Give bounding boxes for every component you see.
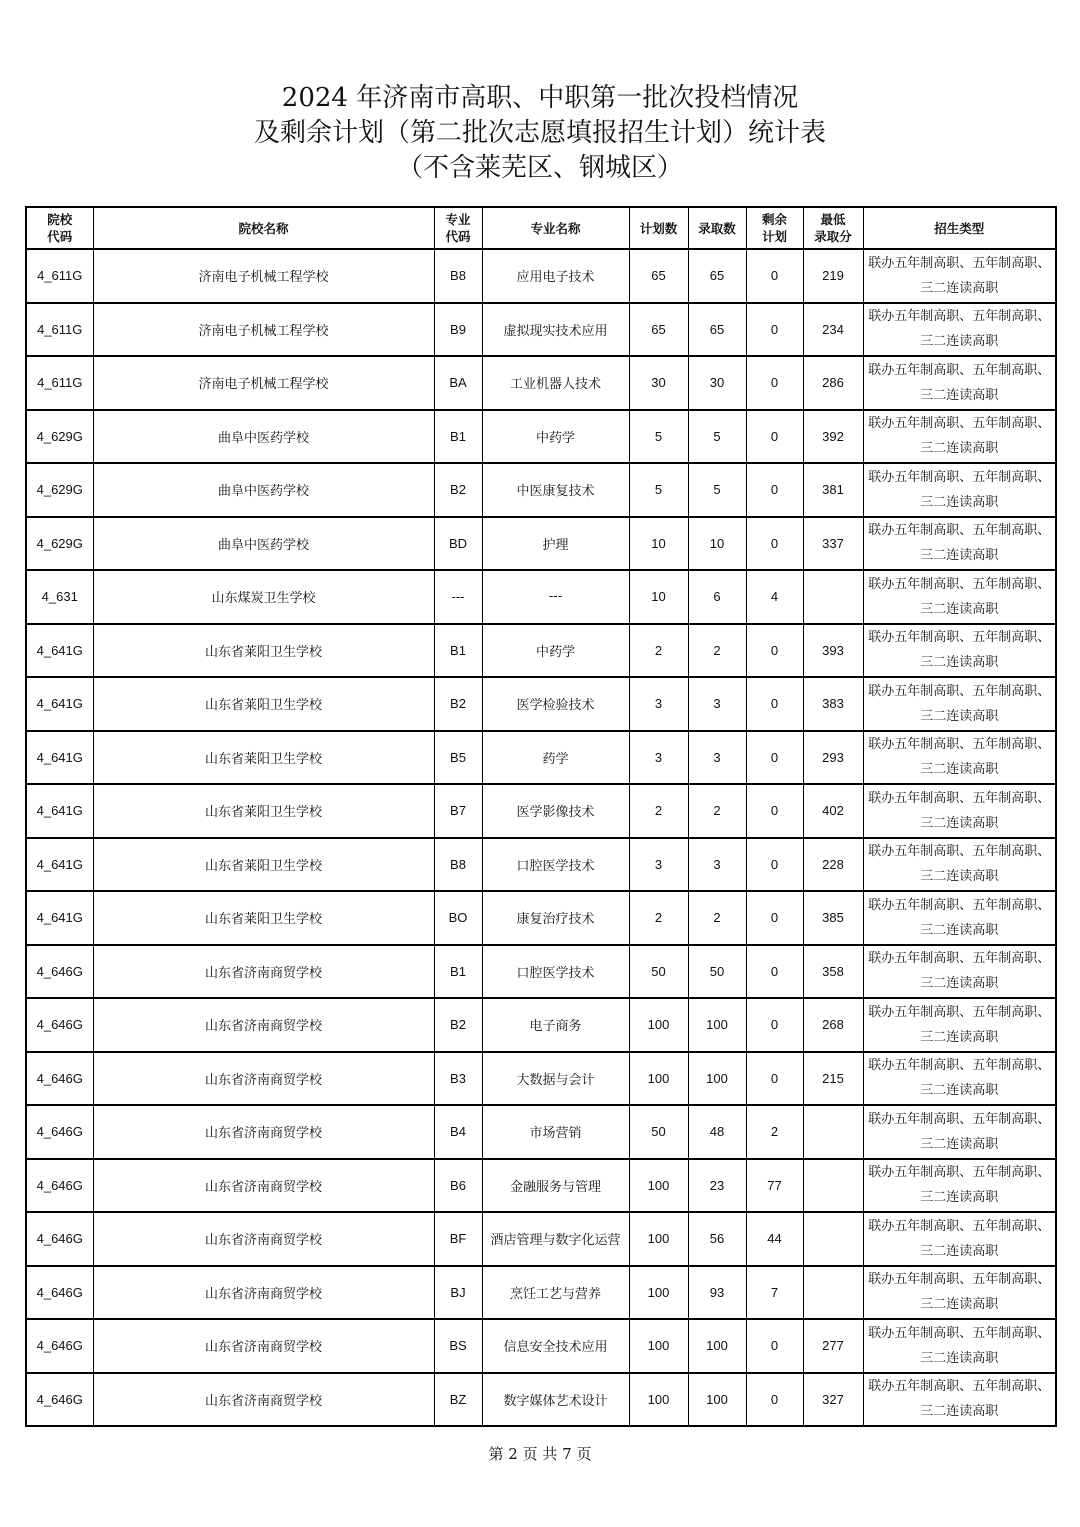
header-school-name: 院校名称 bbox=[93, 207, 434, 249]
table-row bbox=[26, 998, 1056, 1052]
cell-type: 联办五年制高职、五年制高职、 三二连读高职 bbox=[863, 624, 1056, 678]
cell-min-score: 219 bbox=[803, 249, 863, 303]
table-row bbox=[26, 624, 1056, 678]
cell-school-name: 山东省莱阳卫生学校 bbox=[93, 891, 434, 945]
cell-min-score bbox=[803, 1159, 863, 1213]
cell-min-score: 215 bbox=[803, 1052, 863, 1106]
header-min-score: 最低 录取分 bbox=[803, 207, 863, 249]
cell-admitted: 100 bbox=[688, 998, 746, 1052]
cell-remaining: 4 bbox=[746, 570, 803, 624]
cell-type: 联办五年制高职、五年制高职、 三二连读高职 bbox=[863, 1373, 1056, 1427]
cell-school-name: 山东省莱阳卫生学校 bbox=[93, 677, 434, 731]
cell-plan: 65 bbox=[629, 249, 688, 303]
cell-school-code: 4_646G bbox=[26, 1212, 93, 1266]
table-row bbox=[26, 945, 1056, 999]
cell-school-code: 4_646G bbox=[26, 1266, 93, 1320]
cell-school-code: 4_641G bbox=[26, 731, 93, 785]
title-line-2: 及剩余计划（第二批次志愿填报招生计划）统计表 bbox=[253, 118, 826, 148]
cell-min-score bbox=[803, 1266, 863, 1320]
cell-admitted: 65 bbox=[688, 303, 746, 357]
table-row bbox=[26, 303, 1056, 357]
header-plan: 计划数 bbox=[629, 207, 688, 249]
table-row bbox=[26, 1373, 1056, 1427]
cell-remaining: 44 bbox=[746, 1212, 803, 1266]
cell-plan: 10 bbox=[629, 570, 688, 624]
cell-school-name: 山东省济南商贸学校 bbox=[93, 1105, 434, 1159]
cell-school-name: 山东煤炭卫生学校 bbox=[93, 570, 434, 624]
cell-major-name: 口腔医学技术 bbox=[482, 945, 629, 999]
cell-major-name: 应用电子技术 bbox=[482, 249, 629, 303]
cell-major-code: BZ bbox=[434, 1373, 482, 1427]
cell-type: 联办五年制高职、五年制高职、 三二连读高职 bbox=[863, 1052, 1056, 1106]
cell-major-name: 市场营销 bbox=[482, 1105, 629, 1159]
cell-type: 联办五年制高职、五年制高职、 三二连读高职 bbox=[863, 1266, 1056, 1320]
table-row bbox=[26, 784, 1056, 838]
cell-remaining: 0 bbox=[746, 517, 803, 571]
cell-min-score: 393 bbox=[803, 624, 863, 678]
cell-school-name: 山东省济南商贸学校 bbox=[93, 998, 434, 1052]
admission-table bbox=[25, 206, 1057, 1427]
cell-major-code: BO bbox=[434, 891, 482, 945]
cell-major-code: B5 bbox=[434, 731, 482, 785]
cell-school-name: 山东省莱阳卫生学校 bbox=[93, 624, 434, 678]
table-row bbox=[26, 410, 1056, 464]
cell-major-code: BD bbox=[434, 517, 482, 571]
cell-admitted: 48 bbox=[688, 1105, 746, 1159]
cell-admitted: 3 bbox=[688, 838, 746, 892]
cell-school-code: 4_641G bbox=[26, 624, 93, 678]
cell-admitted: 5 bbox=[688, 410, 746, 464]
cell-major-name: 烹饪工艺与营养 bbox=[482, 1266, 629, 1320]
cell-plan: 3 bbox=[629, 677, 688, 731]
cell-remaining: 0 bbox=[746, 410, 803, 464]
cell-remaining: 0 bbox=[746, 784, 803, 838]
cell-type: 联办五年制高职、五年制高职、 三二连读高职 bbox=[863, 303, 1056, 357]
cell-type: 联办五年制高职、五年制高职、 三二连读高职 bbox=[863, 517, 1056, 571]
cell-min-score: 383 bbox=[803, 677, 863, 731]
cell-admitted: 50 bbox=[688, 945, 746, 999]
cell-admitted: 56 bbox=[688, 1212, 746, 1266]
cell-admitted: 30 bbox=[688, 356, 746, 410]
cell-plan: 100 bbox=[629, 1373, 688, 1427]
cell-remaining: 0 bbox=[746, 249, 803, 303]
table-row bbox=[26, 891, 1056, 945]
cell-school-code: 4_641G bbox=[26, 891, 93, 945]
title-line-1: 2024 年济南市高职、中职第一批次投档情况 bbox=[281, 83, 799, 113]
cell-school-code: 4_611G bbox=[26, 249, 93, 303]
cell-major-name: 金融服务与管理 bbox=[482, 1159, 629, 1213]
cell-school-code: 4_646G bbox=[26, 1373, 93, 1427]
table-row bbox=[26, 356, 1056, 410]
cell-major-code: BJ bbox=[434, 1266, 482, 1320]
cell-major-name: 口腔医学技术 bbox=[482, 838, 629, 892]
cell-school-name: 曲阜中医药学校 bbox=[93, 517, 434, 571]
cell-major-code: B2 bbox=[434, 677, 482, 731]
cell-school-name: 山东省莱阳卫生学校 bbox=[93, 731, 434, 785]
cell-admitted: 100 bbox=[688, 1052, 746, 1106]
cell-remaining: 0 bbox=[746, 1052, 803, 1106]
cell-remaining: 0 bbox=[746, 891, 803, 945]
cell-school-code: 4_646G bbox=[26, 1159, 93, 1213]
cell-type: 联办五年制高职、五年制高职、 三二连读高职 bbox=[863, 570, 1056, 624]
cell-min-score: 228 bbox=[803, 838, 863, 892]
cell-plan: 50 bbox=[629, 945, 688, 999]
cell-major-name: 数字媒体艺术设计 bbox=[482, 1373, 629, 1427]
table-row bbox=[26, 1319, 1056, 1373]
cell-type: 联办五年制高职、五年制高职、 三二连读高职 bbox=[863, 731, 1056, 785]
cell-plan: 10 bbox=[629, 517, 688, 571]
cell-major-name: 信息安全技术应用 bbox=[482, 1319, 629, 1373]
table-row bbox=[26, 249, 1056, 303]
table-row bbox=[26, 677, 1056, 731]
cell-major-code: B4 bbox=[434, 1105, 482, 1159]
cell-admitted: 5 bbox=[688, 463, 746, 517]
cell-remaining: 0 bbox=[746, 945, 803, 999]
cell-major-name: --- bbox=[482, 570, 629, 624]
cell-remaining: 2 bbox=[746, 1105, 803, 1159]
cell-major-code: --- bbox=[434, 570, 482, 624]
cell-major-code: B6 bbox=[434, 1159, 482, 1213]
page-footer: 第 2 页 共 7 页 bbox=[488, 1445, 592, 1463]
cell-admitted: 3 bbox=[688, 731, 746, 785]
cell-type: 联办五年制高职、五年制高职、 三二连读高职 bbox=[863, 838, 1056, 892]
cell-remaining: 0 bbox=[746, 463, 803, 517]
table-row bbox=[26, 731, 1056, 785]
cell-min-score: 286 bbox=[803, 356, 863, 410]
cell-school-name: 山东省济南商贸学校 bbox=[93, 1159, 434, 1213]
cell-major-name: 酒店管理与数字化运营 bbox=[482, 1212, 629, 1266]
table-row bbox=[26, 1052, 1056, 1106]
cell-major-name: 医学影像技术 bbox=[482, 784, 629, 838]
header-school-code: 院校 代码 bbox=[26, 207, 93, 249]
cell-admitted: 93 bbox=[688, 1266, 746, 1320]
cell-plan: 100 bbox=[629, 1159, 688, 1213]
cell-school-code: 4_611G bbox=[26, 356, 93, 410]
cell-admitted: 100 bbox=[688, 1373, 746, 1427]
header-remaining: 剩余 计划 bbox=[746, 207, 803, 249]
cell-school-code: 4_646G bbox=[26, 1052, 93, 1106]
cell-major-code: B3 bbox=[434, 1052, 482, 1106]
cell-plan: 100 bbox=[629, 1319, 688, 1373]
cell-school-code: 4_646G bbox=[26, 998, 93, 1052]
cell-min-score: 268 bbox=[803, 998, 863, 1052]
cell-min-score: 381 bbox=[803, 463, 863, 517]
cell-admitted: 6 bbox=[688, 570, 746, 624]
cell-school-name: 山东省济南商贸学校 bbox=[93, 1373, 434, 1427]
cell-school-name: 曲阜中医药学校 bbox=[93, 410, 434, 464]
table-row bbox=[26, 570, 1056, 624]
cell-school-name: 山东省莱阳卫生学校 bbox=[93, 784, 434, 838]
cell-school-name: 曲阜中医药学校 bbox=[93, 463, 434, 517]
table-row bbox=[26, 1266, 1056, 1320]
cell-major-code: B8 bbox=[434, 249, 482, 303]
cell-plan: 100 bbox=[629, 1212, 688, 1266]
cell-school-code: 4_611G bbox=[26, 303, 93, 357]
cell-major-code: B2 bbox=[434, 463, 482, 517]
cell-school-name: 济南电子机械工程学校 bbox=[93, 303, 434, 357]
cell-plan: 100 bbox=[629, 998, 688, 1052]
cell-school-name: 山东省济南商贸学校 bbox=[93, 1319, 434, 1373]
table-row bbox=[26, 1105, 1056, 1159]
cell-min-score bbox=[803, 570, 863, 624]
cell-major-name: 中药学 bbox=[482, 624, 629, 678]
cell-type: 联办五年制高职、五年制高职、 三二连读高职 bbox=[863, 1105, 1056, 1159]
cell-school-code: 4_629G bbox=[26, 410, 93, 464]
cell-admitted: 65 bbox=[688, 249, 746, 303]
cell-plan: 65 bbox=[629, 303, 688, 357]
cell-school-name: 山东省济南商贸学校 bbox=[93, 1212, 434, 1266]
cell-type: 联办五年制高职、五年制高职、 三二连读高职 bbox=[863, 1159, 1056, 1213]
cell-plan: 30 bbox=[629, 356, 688, 410]
cell-major-name: 护理 bbox=[482, 517, 629, 571]
cell-remaining: 0 bbox=[746, 624, 803, 678]
cell-min-score bbox=[803, 1212, 863, 1266]
cell-plan: 2 bbox=[629, 784, 688, 838]
cell-remaining: 77 bbox=[746, 1159, 803, 1213]
cell-plan: 3 bbox=[629, 731, 688, 785]
cell-type: 联办五年制高职、五年制高职、 三二连读高职 bbox=[863, 1319, 1056, 1373]
cell-major-name: 药学 bbox=[482, 731, 629, 785]
title-line-3: （不含莱芜区、钢城区） bbox=[396, 153, 683, 183]
cell-remaining: 0 bbox=[746, 677, 803, 731]
cell-admitted: 2 bbox=[688, 624, 746, 678]
cell-major-name: 工业机器人技术 bbox=[482, 356, 629, 410]
cell-min-score: 277 bbox=[803, 1319, 863, 1373]
cell-school-code: 4_629G bbox=[26, 463, 93, 517]
cell-school-code: 4_641G bbox=[26, 784, 93, 838]
cell-major-name: 康复治疗技术 bbox=[482, 891, 629, 945]
cell-remaining: 0 bbox=[746, 998, 803, 1052]
cell-min-score: 358 bbox=[803, 945, 863, 999]
header-admitted: 录取数 bbox=[688, 207, 746, 249]
cell-major-name: 电子商务 bbox=[482, 998, 629, 1052]
cell-remaining: 0 bbox=[746, 356, 803, 410]
cell-plan: 2 bbox=[629, 891, 688, 945]
table-row bbox=[26, 838, 1056, 892]
cell-min-score: 402 bbox=[803, 784, 863, 838]
cell-school-name: 山东省莱阳卫生学校 bbox=[93, 838, 434, 892]
cell-remaining: 0 bbox=[746, 838, 803, 892]
cell-type: 联办五年制高职、五年制高职、 三二连读高职 bbox=[863, 784, 1056, 838]
cell-school-name: 山东省济南商贸学校 bbox=[93, 945, 434, 999]
header-major-name: 专业名称 bbox=[482, 207, 629, 249]
table-row bbox=[26, 463, 1056, 517]
cell-plan: 100 bbox=[629, 1052, 688, 1106]
table-body bbox=[26, 249, 1056, 1426]
cell-min-score bbox=[803, 1105, 863, 1159]
cell-min-score: 337 bbox=[803, 517, 863, 571]
cell-type: 联办五年制高职、五年制高职、 三二连读高职 bbox=[863, 891, 1056, 945]
cell-plan: 2 bbox=[629, 624, 688, 678]
cell-min-score: 293 bbox=[803, 731, 863, 785]
cell-school-name: 山东省济南商贸学校 bbox=[93, 1266, 434, 1320]
cell-major-code: BF bbox=[434, 1212, 482, 1266]
cell-admitted: 100 bbox=[688, 1319, 746, 1373]
cell-major-code: BA bbox=[434, 356, 482, 410]
cell-plan: 5 bbox=[629, 410, 688, 464]
cell-major-name: 中医康复技术 bbox=[482, 463, 629, 517]
cell-school-code: 4_646G bbox=[26, 1319, 93, 1373]
table-row bbox=[26, 1159, 1056, 1213]
cell-admitted: 23 bbox=[688, 1159, 746, 1213]
cell-major-code: B8 bbox=[434, 838, 482, 892]
cell-school-code: 4_641G bbox=[26, 838, 93, 892]
cell-min-score: 327 bbox=[803, 1373, 863, 1427]
cell-school-name: 济南电子机械工程学校 bbox=[93, 356, 434, 410]
cell-major-code: B7 bbox=[434, 784, 482, 838]
cell-type: 联办五年制高职、五年制高职、 三二连读高职 bbox=[863, 463, 1056, 517]
cell-school-code: 4_641G bbox=[26, 677, 93, 731]
cell-major-code: B1 bbox=[434, 624, 482, 678]
cell-min-score: 385 bbox=[803, 891, 863, 945]
table-row bbox=[26, 1212, 1056, 1266]
cell-major-name: 大数据与会计 bbox=[482, 1052, 629, 1106]
header-type: 招生类型 bbox=[863, 207, 1056, 249]
cell-admitted: 2 bbox=[688, 891, 746, 945]
cell-plan: 100 bbox=[629, 1266, 688, 1320]
cell-plan: 5 bbox=[629, 463, 688, 517]
cell-min-score: 392 bbox=[803, 410, 863, 464]
cell-school-code: 4_646G bbox=[26, 945, 93, 999]
cell-major-code: B2 bbox=[434, 998, 482, 1052]
cell-type: 联办五年制高职、五年制高职、 三二连读高职 bbox=[863, 677, 1056, 731]
cell-plan: 50 bbox=[629, 1105, 688, 1159]
cell-plan: 3 bbox=[629, 838, 688, 892]
cell-type: 联办五年制高职、五年制高职、 三二连读高职 bbox=[863, 1212, 1056, 1266]
cell-major-name: 中药学 bbox=[482, 410, 629, 464]
cell-min-score: 234 bbox=[803, 303, 863, 357]
cell-admitted: 3 bbox=[688, 677, 746, 731]
cell-school-code: 4_629G bbox=[26, 517, 93, 571]
cell-school-code: 4_631 bbox=[26, 570, 93, 624]
cell-major-code: B1 bbox=[434, 945, 482, 999]
cell-type: 联办五年制高职、五年制高职、 三二连读高职 bbox=[863, 410, 1056, 464]
cell-major-code: BS bbox=[434, 1319, 482, 1373]
cell-major-code: B9 bbox=[434, 303, 482, 357]
cell-admitted: 2 bbox=[688, 784, 746, 838]
cell-type: 联办五年制高职、五年制高职、 三二连读高职 bbox=[863, 356, 1056, 410]
cell-type: 联办五年制高职、五年制高职、 三二连读高职 bbox=[863, 998, 1056, 1052]
cell-remaining: 7 bbox=[746, 1266, 803, 1320]
cell-school-name: 济南电子机械工程学校 bbox=[93, 249, 434, 303]
cell-type: 联办五年制高职、五年制高职、 三二连读高职 bbox=[863, 249, 1056, 303]
cell-remaining: 0 bbox=[746, 1319, 803, 1373]
cell-remaining: 0 bbox=[746, 303, 803, 357]
cell-type: 联办五年制高职、五年制高职、 三二连读高职 bbox=[863, 945, 1056, 999]
cell-remaining: 0 bbox=[746, 1373, 803, 1427]
cell-remaining: 0 bbox=[746, 731, 803, 785]
cell-school-name: 山东省济南商贸学校 bbox=[93, 1052, 434, 1106]
cell-admitted: 10 bbox=[688, 517, 746, 571]
cell-major-name: 医学检验技术 bbox=[482, 677, 629, 731]
table-header-row bbox=[26, 207, 1056, 249]
cell-major-code: B1 bbox=[434, 410, 482, 464]
cell-school-code: 4_646G bbox=[26, 1105, 93, 1159]
table-row bbox=[26, 517, 1056, 571]
cell-major-name: 虚拟现实技术应用 bbox=[482, 303, 629, 357]
header-major-code: 专业 代码 bbox=[434, 207, 482, 249]
